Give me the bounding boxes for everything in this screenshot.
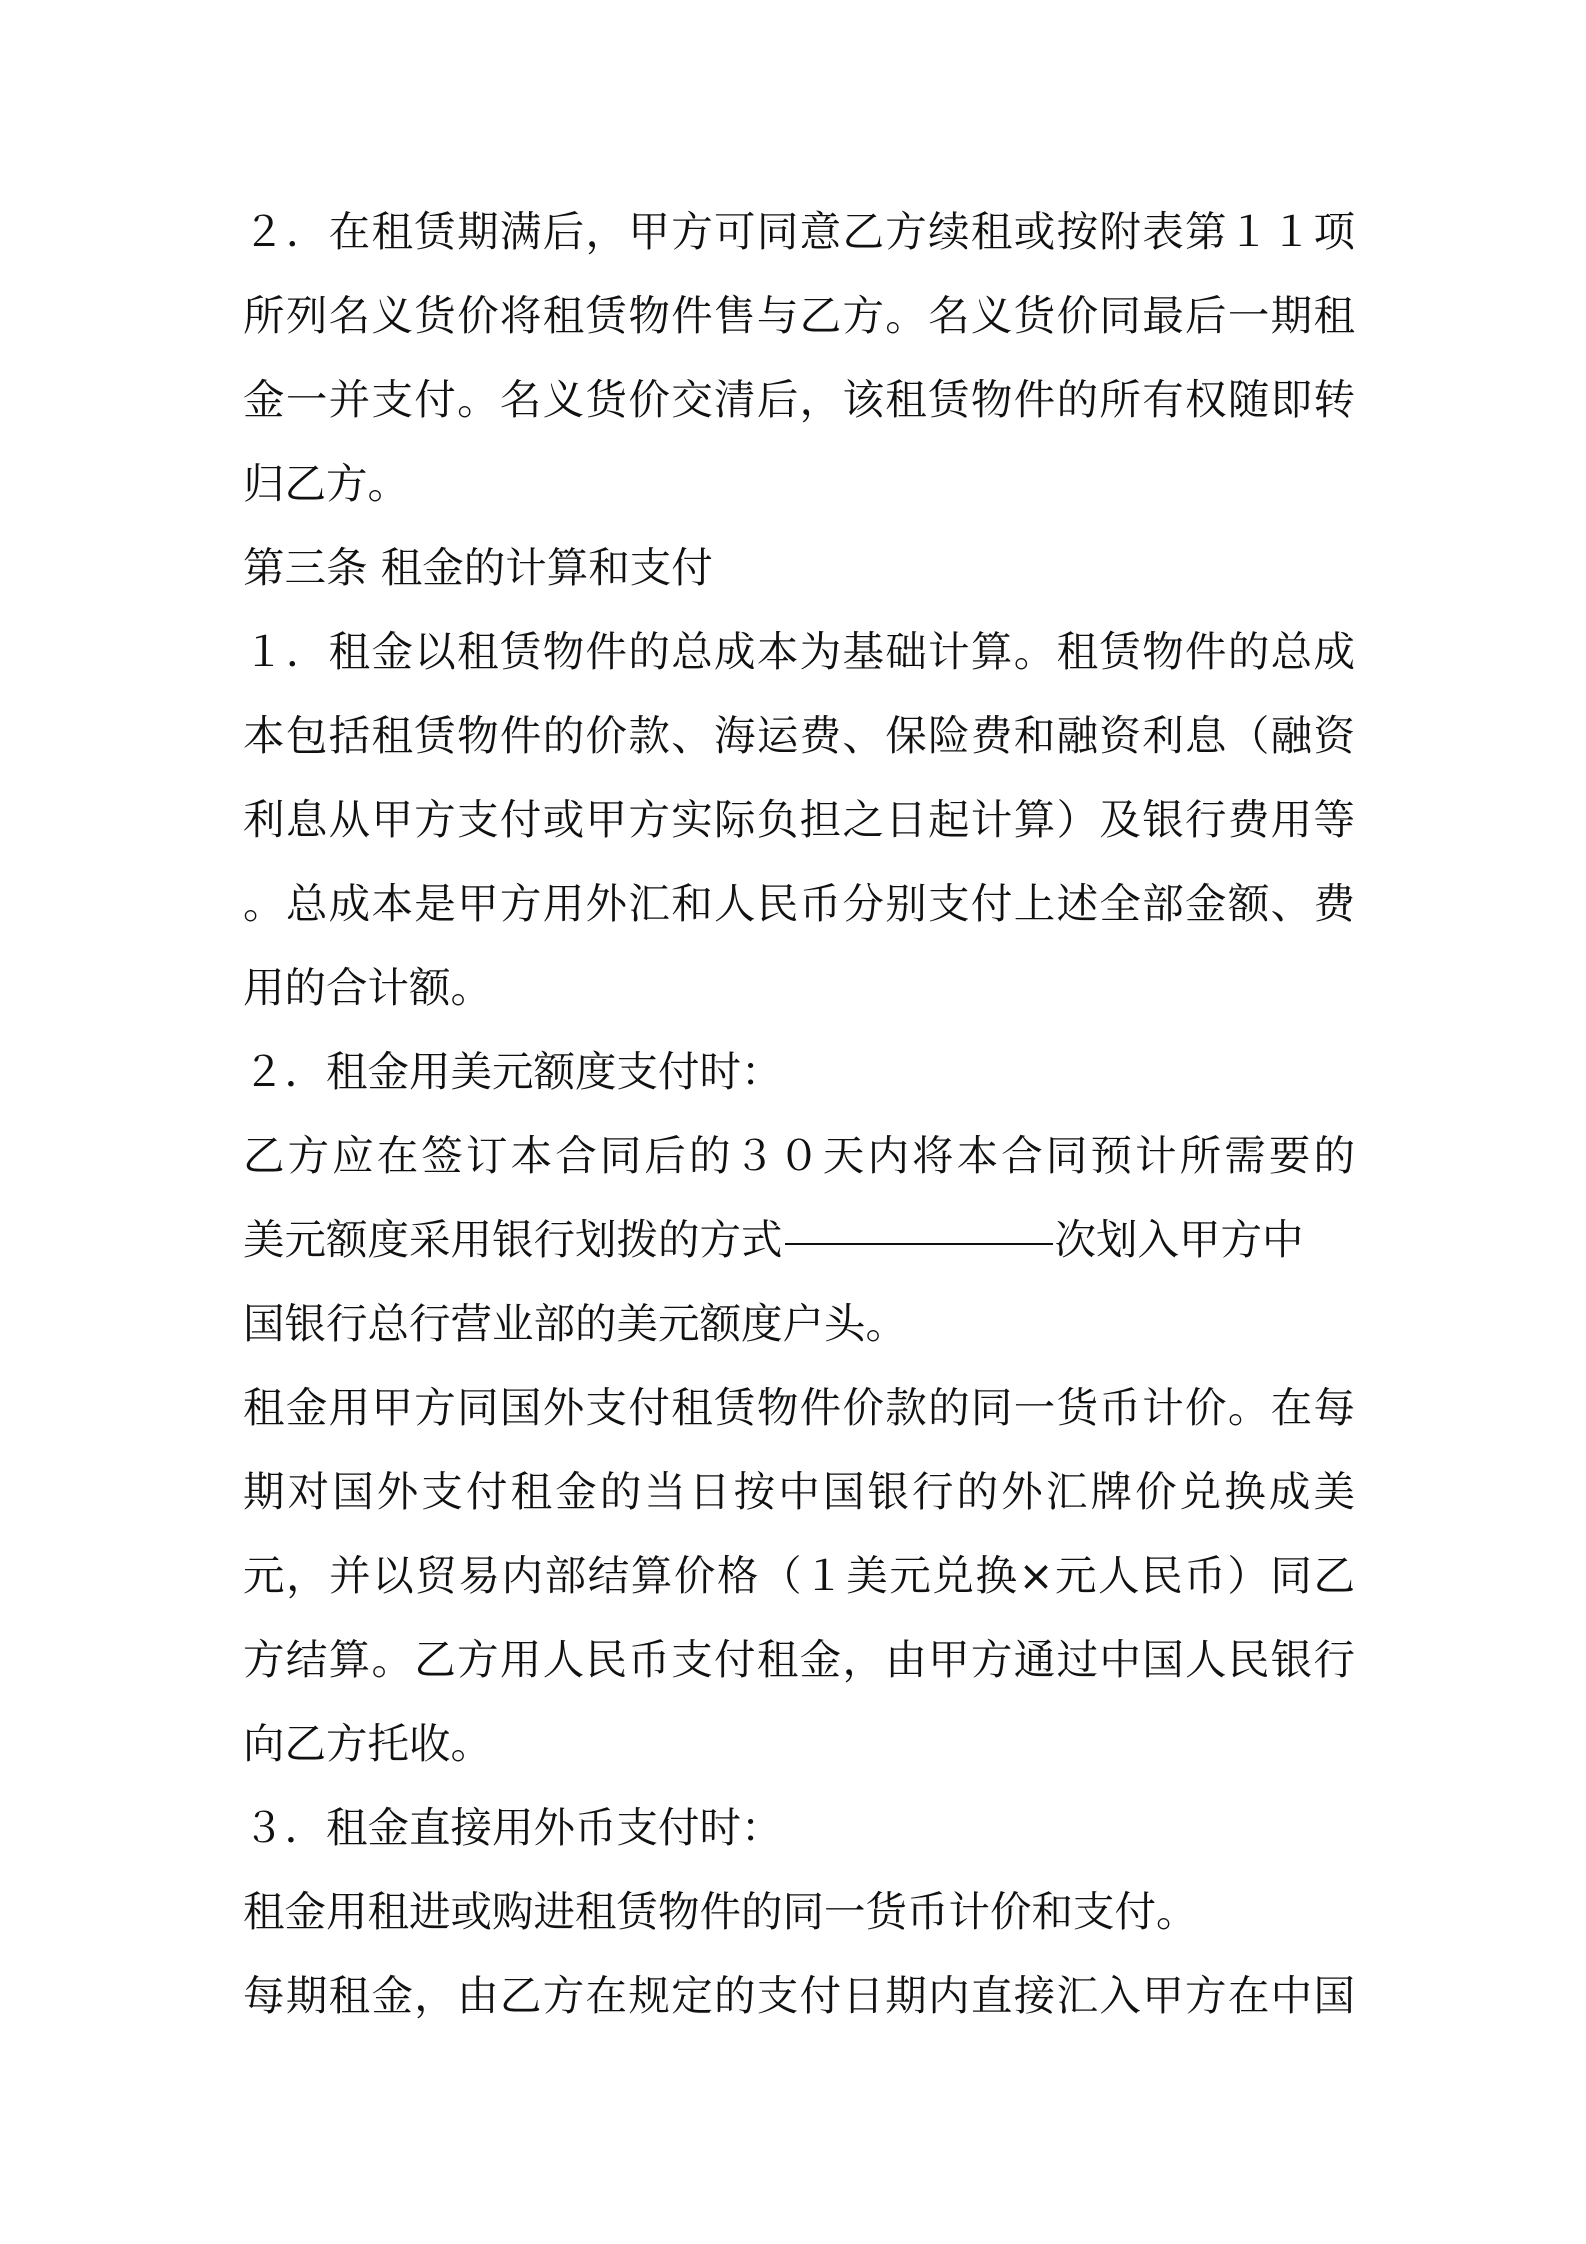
paragraph-usd-quota [243, 1114, 1355, 1366]
paragraph-pricing [243, 1366, 1355, 1786]
text-line: 期对国外支付租金的当日按中国银行的外汇牌价兑换成美 [243, 1467, 1355, 1516]
text-line: 金一并支付。名义货价交清后，该租赁物件的所有权随即转 [243, 375, 1355, 424]
text-line: ２．在租赁期满后，甲方可同意乙方续租或按附表第１１项 [243, 207, 1355, 256]
text-line: 。总成本是甲方用外汇和人民币分别支付上述全部金额、费 [243, 879, 1355, 928]
text-line: １．租金以租赁物件的总成本为基础计算。租赁物件的总成 [243, 627, 1355, 676]
text-line: 所列名义货价将租赁物件售与乙方。名义货价同最后一期租 [243, 291, 1355, 340]
text-line: 利息从甲方支付或甲方实际负担之日起计算）及银行费用等 [243, 795, 1355, 844]
text-line: 元，并以贸易内部结算价格（１美元兑换×元人民币）同乙 [243, 1551, 1355, 1600]
text-line: 归乙方。 [243, 459, 410, 508]
text-line: 方结算。乙方用人民币支付租金，由甲方通过中国人民银行 [243, 1635, 1355, 1684]
article-heading: 第三条 租金的计算和支付 [243, 543, 713, 592]
text-after-blank: 次划入甲方中 [1054, 1215, 1304, 1264]
document-page [243, 190, 1355, 2038]
text-line: 本包括租赁物件的价款、海运费、保险费和融资利息（融资 [243, 711, 1355, 760]
clause-heading-foreign-currency: ３．租金直接用外币支付时： [243, 1803, 783, 1852]
text-line: 乙方应在签订本合同后的３０天内将本合同预计所需要的 [243, 1131, 1355, 1180]
text-line: 国银行总行营业部的美元额度户头。 [243, 1299, 908, 1348]
text-line-with-blank [243, 1198, 1355, 1282]
clause-heading-usd: ２．租金用美元额度支付时： [243, 1047, 783, 1096]
paragraph-renewal [243, 190, 1355, 526]
paragraph-rent-basis [243, 610, 1355, 1030]
text-line: 向乙方托收。 [243, 1719, 493, 1768]
text-line: 用的合计额。 [243, 963, 493, 1012]
text-line: 租金用租进或购进租赁物件的同一货币计价和支付。 [243, 1887, 1198, 1936]
text-before-blank: 美元额度采用银行划拨的方式 [243, 1215, 783, 1264]
text-line: 租金用甲方同国外支付租赁物件价款的同一货币计价。在每 [243, 1383, 1355, 1432]
fill-in-blank[interactable] [785, 1242, 1053, 1245]
text-line: 每期租金，由乙方在规定的支付日期内直接汇入甲方在中国 [243, 1971, 1355, 2020]
